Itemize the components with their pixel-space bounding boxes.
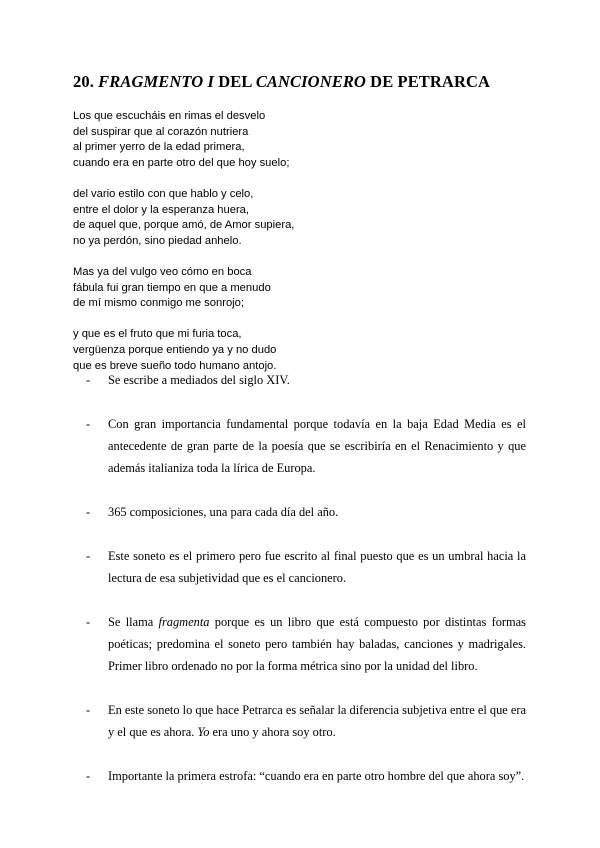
note-text: 365 composiciones, una para cada día del año.: [108, 505, 339, 519]
list-dash: -: [86, 703, 91, 717]
note-text: Importante la primera estrofa: “cuando era en parte otro hombre del que ahora soy”.: [108, 769, 525, 783]
list-item: [84, 369, 526, 391]
commentary-list: [84, 369, 526, 787]
verse-line: que es breve sueño todo humano antojo.: [73, 359, 277, 372]
list-dash: -: [86, 615, 91, 629]
list-item: [84, 611, 526, 677]
stanza: [73, 327, 533, 374]
note-text: era uno y ahora soy otro.: [209, 725, 336, 739]
list-dash: -: [86, 769, 91, 783]
list-item: [84, 545, 526, 589]
verse-line: Mas ya del vulgo veo cómo en boca: [73, 265, 252, 278]
stanza: [73, 187, 533, 249]
list-dash: -: [86, 417, 91, 431]
verse-line: fábula fui gran tiempo en que a menudo: [73, 281, 271, 294]
note-text: Este soneto es el primero pero fue escrito al final puesto que es un umbral hacia la lectura de esa subjetividad que es el cancionero.: [108, 549, 526, 585]
list-dash: -: [86, 549, 91, 563]
title-connector: DEL: [214, 72, 256, 91]
verse-line: no ya perdón, sino piedad anhelo.: [73, 234, 242, 247]
title-book: CANCIONERO: [255, 72, 366, 91]
verse-line: vergüenza porque entiendo ya y no dudo: [73, 343, 277, 356]
note-text: En este soneto lo que hace Petrarca es señalar la diferencia subjetiva entre el que era y el que es ahora.: [108, 703, 526, 739]
list-dash: -: [86, 373, 91, 387]
note-text: Se llama: [108, 615, 159, 629]
list-dash: -: [86, 505, 91, 519]
verse-line: de mí mismo conmigo me sonrojo;: [73, 297, 244, 310]
title-number: 20.: [73, 72, 94, 91]
title-work: FRAGMENTO I: [98, 72, 215, 91]
verse-line: Los que escucháis en rimas el desvelo: [73, 110, 266, 122]
stanza: [73, 109, 533, 171]
verse-line: cuando era en parte otro del que hoy suelo;: [73, 156, 290, 169]
verse-line: del suspirar que al corazón nutriera: [73, 125, 249, 138]
note-emphasis: Yo: [197, 725, 210, 739]
list-item: [84, 699, 526, 743]
note-emphasis: fragmenta: [158, 615, 210, 629]
note-text: porque es un libro que está compuesto por distintas formas poéticas; predomina el soneto pero también hay baladas, canciones y madrigales. Primer libro ordenado no por la forma métrica sino por la unidad del libro.: [108, 615, 527, 673]
sonnet-text: [73, 109, 533, 390]
list-item: [84, 765, 526, 787]
title-author: DE PETRARCA: [365, 72, 490, 91]
stanza: [73, 265, 533, 312]
verse-line: al primer yerro de la edad primera,: [73, 141, 245, 154]
note-text: Con gran importancia fundamental porque todavía en la baja Edad Media es el antecedente de gran parte de la poesía que se escribiría en el Renacimiento y que además italianiza toda la lírica de Europa.: [108, 417, 526, 475]
verse-line: de aquel que, porque amó, de Amor supiera,: [73, 219, 295, 232]
verse-line: del vario estilo con que hablo y celo,: [73, 187, 254, 200]
verse-line: entre el dolor y la esperanza huera,: [73, 203, 250, 216]
note-text: Se escribe a mediados del siglo XIV.: [108, 373, 290, 387]
page-title: [73, 72, 490, 92]
verse-line: y que es el fruto que mi furia toca,: [73, 328, 242, 341]
list-item: [84, 413, 526, 479]
list-item: [84, 501, 526, 523]
